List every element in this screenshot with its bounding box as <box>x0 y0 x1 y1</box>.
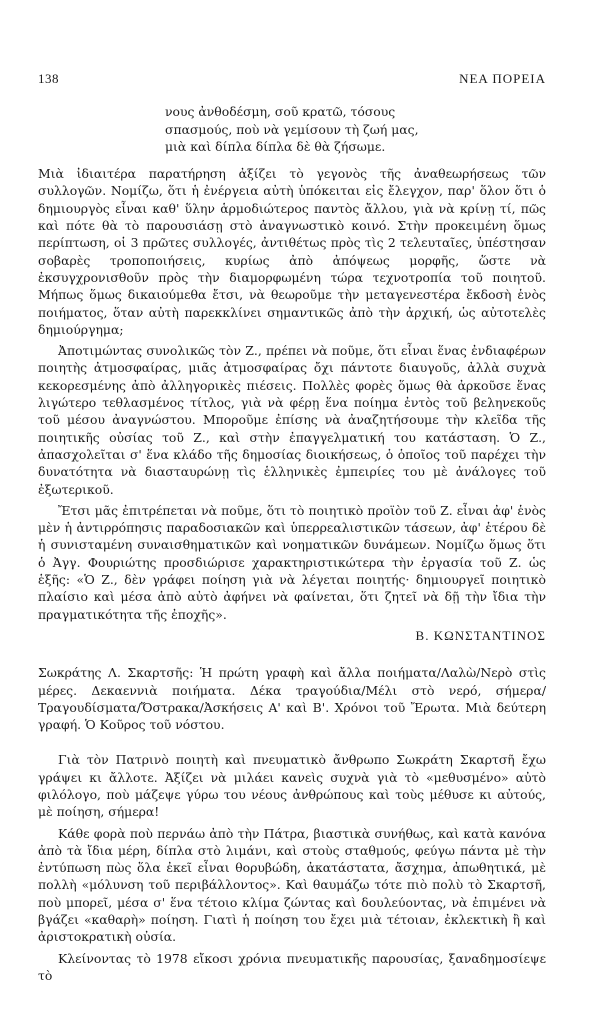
poem-line: μιὰ καὶ δίπλα δίπλα δὲ θὰ ζήσωμε. <box>165 138 386 154</box>
author-signature: Β. ΚΩΝΣΤΑΝΤΙΝΟΣ <box>415 627 546 643</box>
journal-title: ΝΕΑ ΠΟΡΕΙΑ <box>459 71 546 86</box>
review-heading: Σωκράτης Λ. Σκαρτσῆς: Ἡ πρώτη γραφὴ καὶ ἄλλα ποιήματα/Λαλὼ/Νερὸ στὶς μέρες. Δεκαεννιὰ ποιήματα. Δέκα τραγούδια/Μέλι στὸ νερό, σήμερα/Τραγουδίσματα/Ὄστρακα/Ἀσκήσεις Α' καὶ Β'. Χρόνοι τοῦ Ἔρωτα. Μιὰ δεύτερη γραφή. Ὁ Κοῦρος τοῦ νόστου. <box>38 665 546 733</box>
body-paragraph: Ἀποτιμώντας συνολικῶς τὸν Ζ., πρέπει νὰ ποῦμε, ὅτι εἶναι ἕνας ἐνδιαφέρων ποιητὴς ἀτμοσφαίρας, μιᾶς ἀτμοσφαίρας ὄχι πάντοτε διαυγοῦς, ἀλλὰ συχνὰ κεκορεσμένης ἀπὸ ἀλληγορικὲς πιέσεις. Πολλὲς φορὲς ὅμως θὰ ἀρκοῦσε ἕνας λιγώτερο τεθλασμένος τίτλος, γιὰ νὰ φέρῃ ἕνα ποίημα ἐντὸς τοῦ βεληνεκοῦς τοῦ μέσου ἀναγνώστου. Μποροῦμε ἐπίσης νὰ ἀναζητήσουμε τὴν κλεῖδα τῆς ποιητικῆς οὐσίας τοῦ Ζ., καὶ στὴν ἐπαγγελματική του κατάσταση. Ὁ Ζ., ἀπασχολεῖται σ' ἕνα κλάδο τῆς δημοσίας διοικήσεως, ὁ ὁποῖος τοῦ παρέχει τὴν δυνατότητα νὰ διασταυρώνῃ τὶς ἑλληνικὲς ἐμπειρίες του μὲ ἀνάλογες τοῦ ἐξωτερικοῦ. <box>38 343 546 497</box>
poem-excerpt <box>165 103 546 155</box>
poem-line: σπασμούς, ποὺ νὰ γεμίσουν τὴ ζωή μας, <box>165 121 419 137</box>
body-paragraph: Ἔτσι μᾶς ἐπιτρέπεται νὰ ποῦμε, ὅτι τὸ ποιητικὸ προϊὸν τοῦ Ζ. εἶναι ἀφ' ἑνὸς μὲν ἡ ἀντιρρόπησις παραδοσιακῶν καὶ ὑπερρεαλιστικῶν τάσεων, ἀφ' ἑτέρου δὲ ἡ συνισταμένη συναισθηματικῶν καὶ νοηματικῶν δυνάμεων. Νομίζω ὅμως ὅτι ὁ Ἀγγ. Φουριώτης προσδιώρισε χαρακτηριστικώτερα τὴν ἐργασία τοῦ Ζ. ὡς ἑξῆς: «Ὁ Ζ., δὲν γράφει ποίηση γιὰ νὰ λέγεται ποιητής· δημιουργεῖ ποιητικὸ πλαίσιο καὶ μέσα ἀπὸ αὐτὸ ἀφήνει νὰ φαίνεται, ὅτι ζητεῖ νὰ δῇ τὴν ἴδια τὴν πραγματικότητα τῆς ἐποχῆς». <box>38 502 546 622</box>
body-paragraph: Μιὰ ἰδιαιτέρα παρατήρηση ἀξίζει τὸ γεγονὸς τῆς ἀναθεωρήσεως τῶν συλλογῶν. Νομίζω, ὅτι ἡ ἐνέργεια αὐτὴ ὑπόκειται εἰς ἔλεγχον, παρ' ὅλον ὅτι ὁ δημιουργὸς εἶναι καθ' ὕλην ἁρμοδιώτερος παντὸς ἄλλου, γιὰ νὰ κρίνῃ τί, πῶς καὶ πότε θὰ τὸ παρουσιάσῃ στὸ ἀναγνωστικὸ κοινό. Στὴν προκειμένη ὅμως περίπτωση, οἱ 3 πρῶτες συλλογές, ἀντιθέτως πρὸς τὶς 2 τελευταῖες, ὑπέστησαν σοβαρὲς τροποποιήσεις, κυρίως ἀπὸ ἀπόψεως μορφῆς, ὥστε νὰ ἐκσυγχρονισθοῦν πρὸς τὴν διαμορφωμένη τώρα τεχνοτροπία τοῦ ποιητοῦ. Μήπως ὅμως δικαιούμεθα ἔτσι, νὰ θεωροῦμε τὴν μεταγενεστέρα ἔκδοσὴ ἑνὸς ποιήματος, ὅταν αὐτὴ παρεκκλίνει σημαντικῶς ἀπὸ τὴν ἀρχική, ὡς αὐτοτελὲς δημιούργημα; <box>38 166 546 337</box>
review-paragraph: Κλείνοντας τὸ 1978 εἴκοσι χρόνια πνευματικῆς παρουσίας, ξαναδημοσίεψε τὸ <box>38 950 546 983</box>
poem-line: νους ἀνθοδέσμη, σοῦ κρατῶ, τόσους <box>165 104 396 120</box>
review-paragraph: Κάθε φορὰ ποὺ περνάω ἀπὸ τὴν Πάτρα, βιαστικὰ συνήθως, καὶ κατὰ κανόνα ἀπὸ τὰ ἴδια μέρη, δίπλα στὸ λιμάνι, καὶ στοὺς σταθμούς, φεύγω πάντα μὲ τὴν ἐντύπωση πὼς ὅλα ἐκεῖ εἶναι θορυβώδη, ἀκατάστατα, ἄσχημα, ἀπωθητικά, μὲ πολλὴ «μόλυνση τοῦ περιβάλλοντος». Καὶ θαυμάζω τότε πιὸ πολὺ τὸ Σκαρτσῆ, ποὺ μπορεῖ, μέσα σ' ἕνα τέτοιο κλίμα ζώντας καὶ δουλεύοντας, νὰ ἐπιμένει νὰ βγάζει «καθαρὴ» ποίηση. Γιατὶ ἡ ποίηση του ἔχει μιὰ τέτοιαν, ἐκλεκτικὴ ἢ καὶ ἀριστοκρατικὴ οὐσία. <box>38 825 546 945</box>
page-header <box>38 70 546 87</box>
page-number: 138 <box>38 71 59 86</box>
review-paragraph: Γιὰ τὸν Πατρινὸ ποιητὴ καὶ πνευματικὸ ἄνθρωπο Σωκράτη Σκαρτσῆ ἔχω γράψει κι ἄλλοτε. Ἀξίζει νὰ μιλάει κανεὶς συχνὰ γιὰ τὸ «μεθυσμένο» αὐτὸ φιλόλογο, ποὺ μάζεψε γύρω του νέους ἀνθρώπους καὶ τοὺς μέθυσε κι αὐτούς, μὲ ποίηση, σήμερα! <box>38 752 546 820</box>
